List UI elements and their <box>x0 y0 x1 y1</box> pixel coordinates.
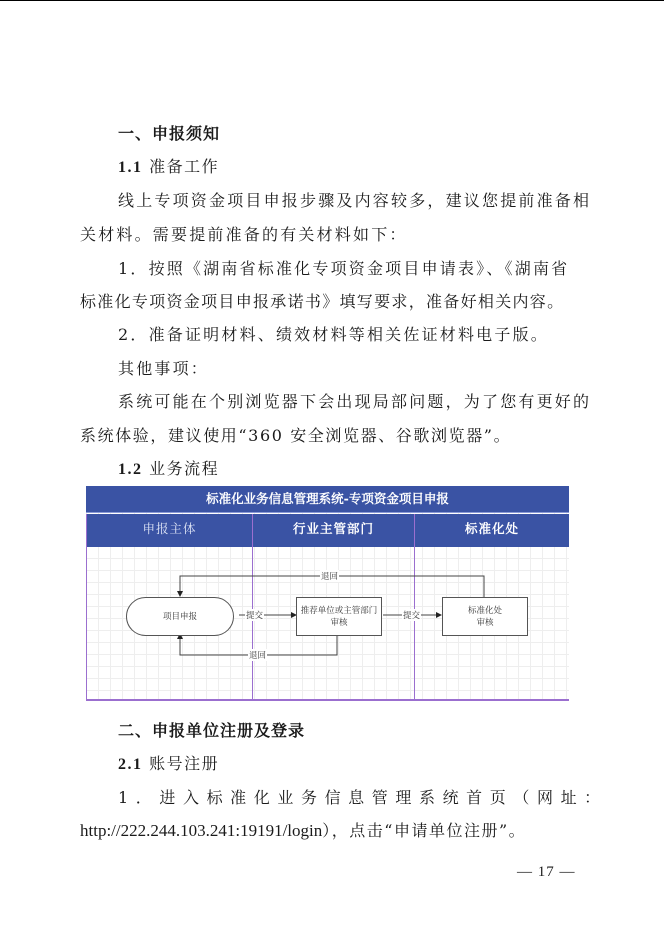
lane-header: 行业主管部门 <box>253 514 414 547</box>
node-label: 标准化处 <box>467 605 502 616</box>
subsection-1-1-heading <box>118 154 219 177</box>
node-dept-review <box>296 597 382 636</box>
node-label: 审核 <box>476 617 494 628</box>
paragraph-line: 关材料。需要提前准备的有关材料如下： <box>80 225 408 244</box>
subsection-2-1-heading <box>118 751 219 774</box>
subsection-number: 2.1 <box>118 756 143 773</box>
business-flow-diagram <box>86 486 569 700</box>
page-number: — 17 — <box>517 864 576 880</box>
subsection-title: 准备工作 <box>149 157 220 176</box>
step-1-line: 1．进入标准化业务信息管理系统首页（网址： <box>118 788 608 807</box>
node-label: 审核 <box>330 617 348 628</box>
other-items-label: 其他事项： <box>118 359 210 378</box>
subsection-title: 业务流程 <box>149 459 220 478</box>
list-item-1-line: 1．按照《湖南省标准化专项资金项目申请表》、《湖南省 <box>118 259 570 278</box>
lane-header: 标准化处 <box>415 514 569 547</box>
step-1-text: ），点击“申请单位注册”。 <box>322 821 527 840</box>
top-border <box>0 0 664 1</box>
paragraph-line: 线上专项资金项目申报步骤及内容较多，建议您提前准备相 <box>118 191 592 210</box>
section2-heading: 二、申报单位注册及登录 <box>118 721 306 740</box>
subsection-title: 账号注册 <box>149 754 220 773</box>
paragraph-line: 系统可能在个别浏览器下会出现局部问题，为了您有更好的 <box>118 392 592 411</box>
lane-header: 申报主体 <box>87 514 252 547</box>
flow-arrows <box>86 486 569 700</box>
edge-label-return: 退回 <box>321 572 339 582</box>
edge-label-return: 退回 <box>249 651 267 661</box>
subsection-1-2-heading <box>118 456 219 479</box>
list-item-1-line: 标准化专项资金项目申报承诺书》填写要求，准备好相关内容。 <box>80 292 565 311</box>
node-project-apply: 项目申报 <box>126 597 234 636</box>
section1-heading: 一、申报须知 <box>118 124 221 143</box>
paragraph-line: 系统体验，建议使用“360 安全浏览器、谷歌浏览器”。 <box>80 426 512 445</box>
diagram-title: 标准化业务信息管理系统-专项资金项目申报 <box>86 486 569 513</box>
node-label: 推荐单位或主管部门 <box>300 605 378 616</box>
list-item-2: 2．准备证明材料、绩效材料等相关佐证材料电子版。 <box>118 325 549 344</box>
node-office-review <box>442 597 528 636</box>
subsection-number: 1.2 <box>118 461 143 478</box>
subsection-number: 1.1 <box>118 159 143 176</box>
login-url-link[interactable]: http://222.244.103.241:19191/login <box>80 821 323 840</box>
edge-label-submit: 提交 <box>403 611 421 621</box>
step-1-line <box>80 818 526 841</box>
edge-label-submit: 提交 <box>246 611 264 621</box>
